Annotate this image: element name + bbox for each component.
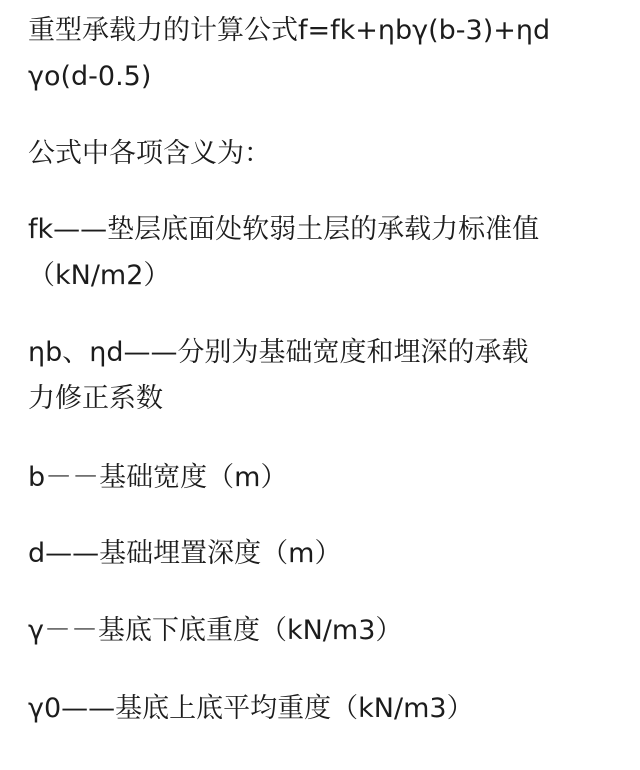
definition-gamma xyxy=(28,608,618,654)
formula-line-1: 重型承载力的计算公式f=fk+ηbγ(b-3)+ηd xyxy=(28,15,551,46)
formula-line-2: γo(d-0.5) xyxy=(28,61,152,92)
definition-gamma-line: γ－－基底下底重度（kN/m3） xyxy=(28,615,403,646)
definition-fk xyxy=(28,207,618,299)
definition-eta-line-1: ηb、ηd——分别为基础宽度和埋深的承载 xyxy=(28,337,529,368)
definition-gamma0 xyxy=(28,686,618,732)
formula-paragraph xyxy=(28,8,618,100)
definition-fk-line-2: （kN/m2） xyxy=(28,260,171,291)
definition-gamma0-line: γ0——基底上底平均重度（kN/m3） xyxy=(28,693,474,724)
definitions-intro xyxy=(28,131,618,177)
definitions-intro-line: 公式中各项含义为： xyxy=(28,138,271,169)
definition-b-line: b－－基础宽度（m） xyxy=(28,462,288,493)
definition-d xyxy=(28,531,618,577)
definition-fk-line-1: fk——垫层底面处软弱土层的承载力标准值 xyxy=(28,214,540,245)
definition-eta xyxy=(28,330,618,422)
definition-b xyxy=(28,455,618,501)
definition-eta-line-2: 力修正系数 xyxy=(28,383,163,414)
definition-d-line: d——基础埋置深度（m） xyxy=(28,538,342,569)
